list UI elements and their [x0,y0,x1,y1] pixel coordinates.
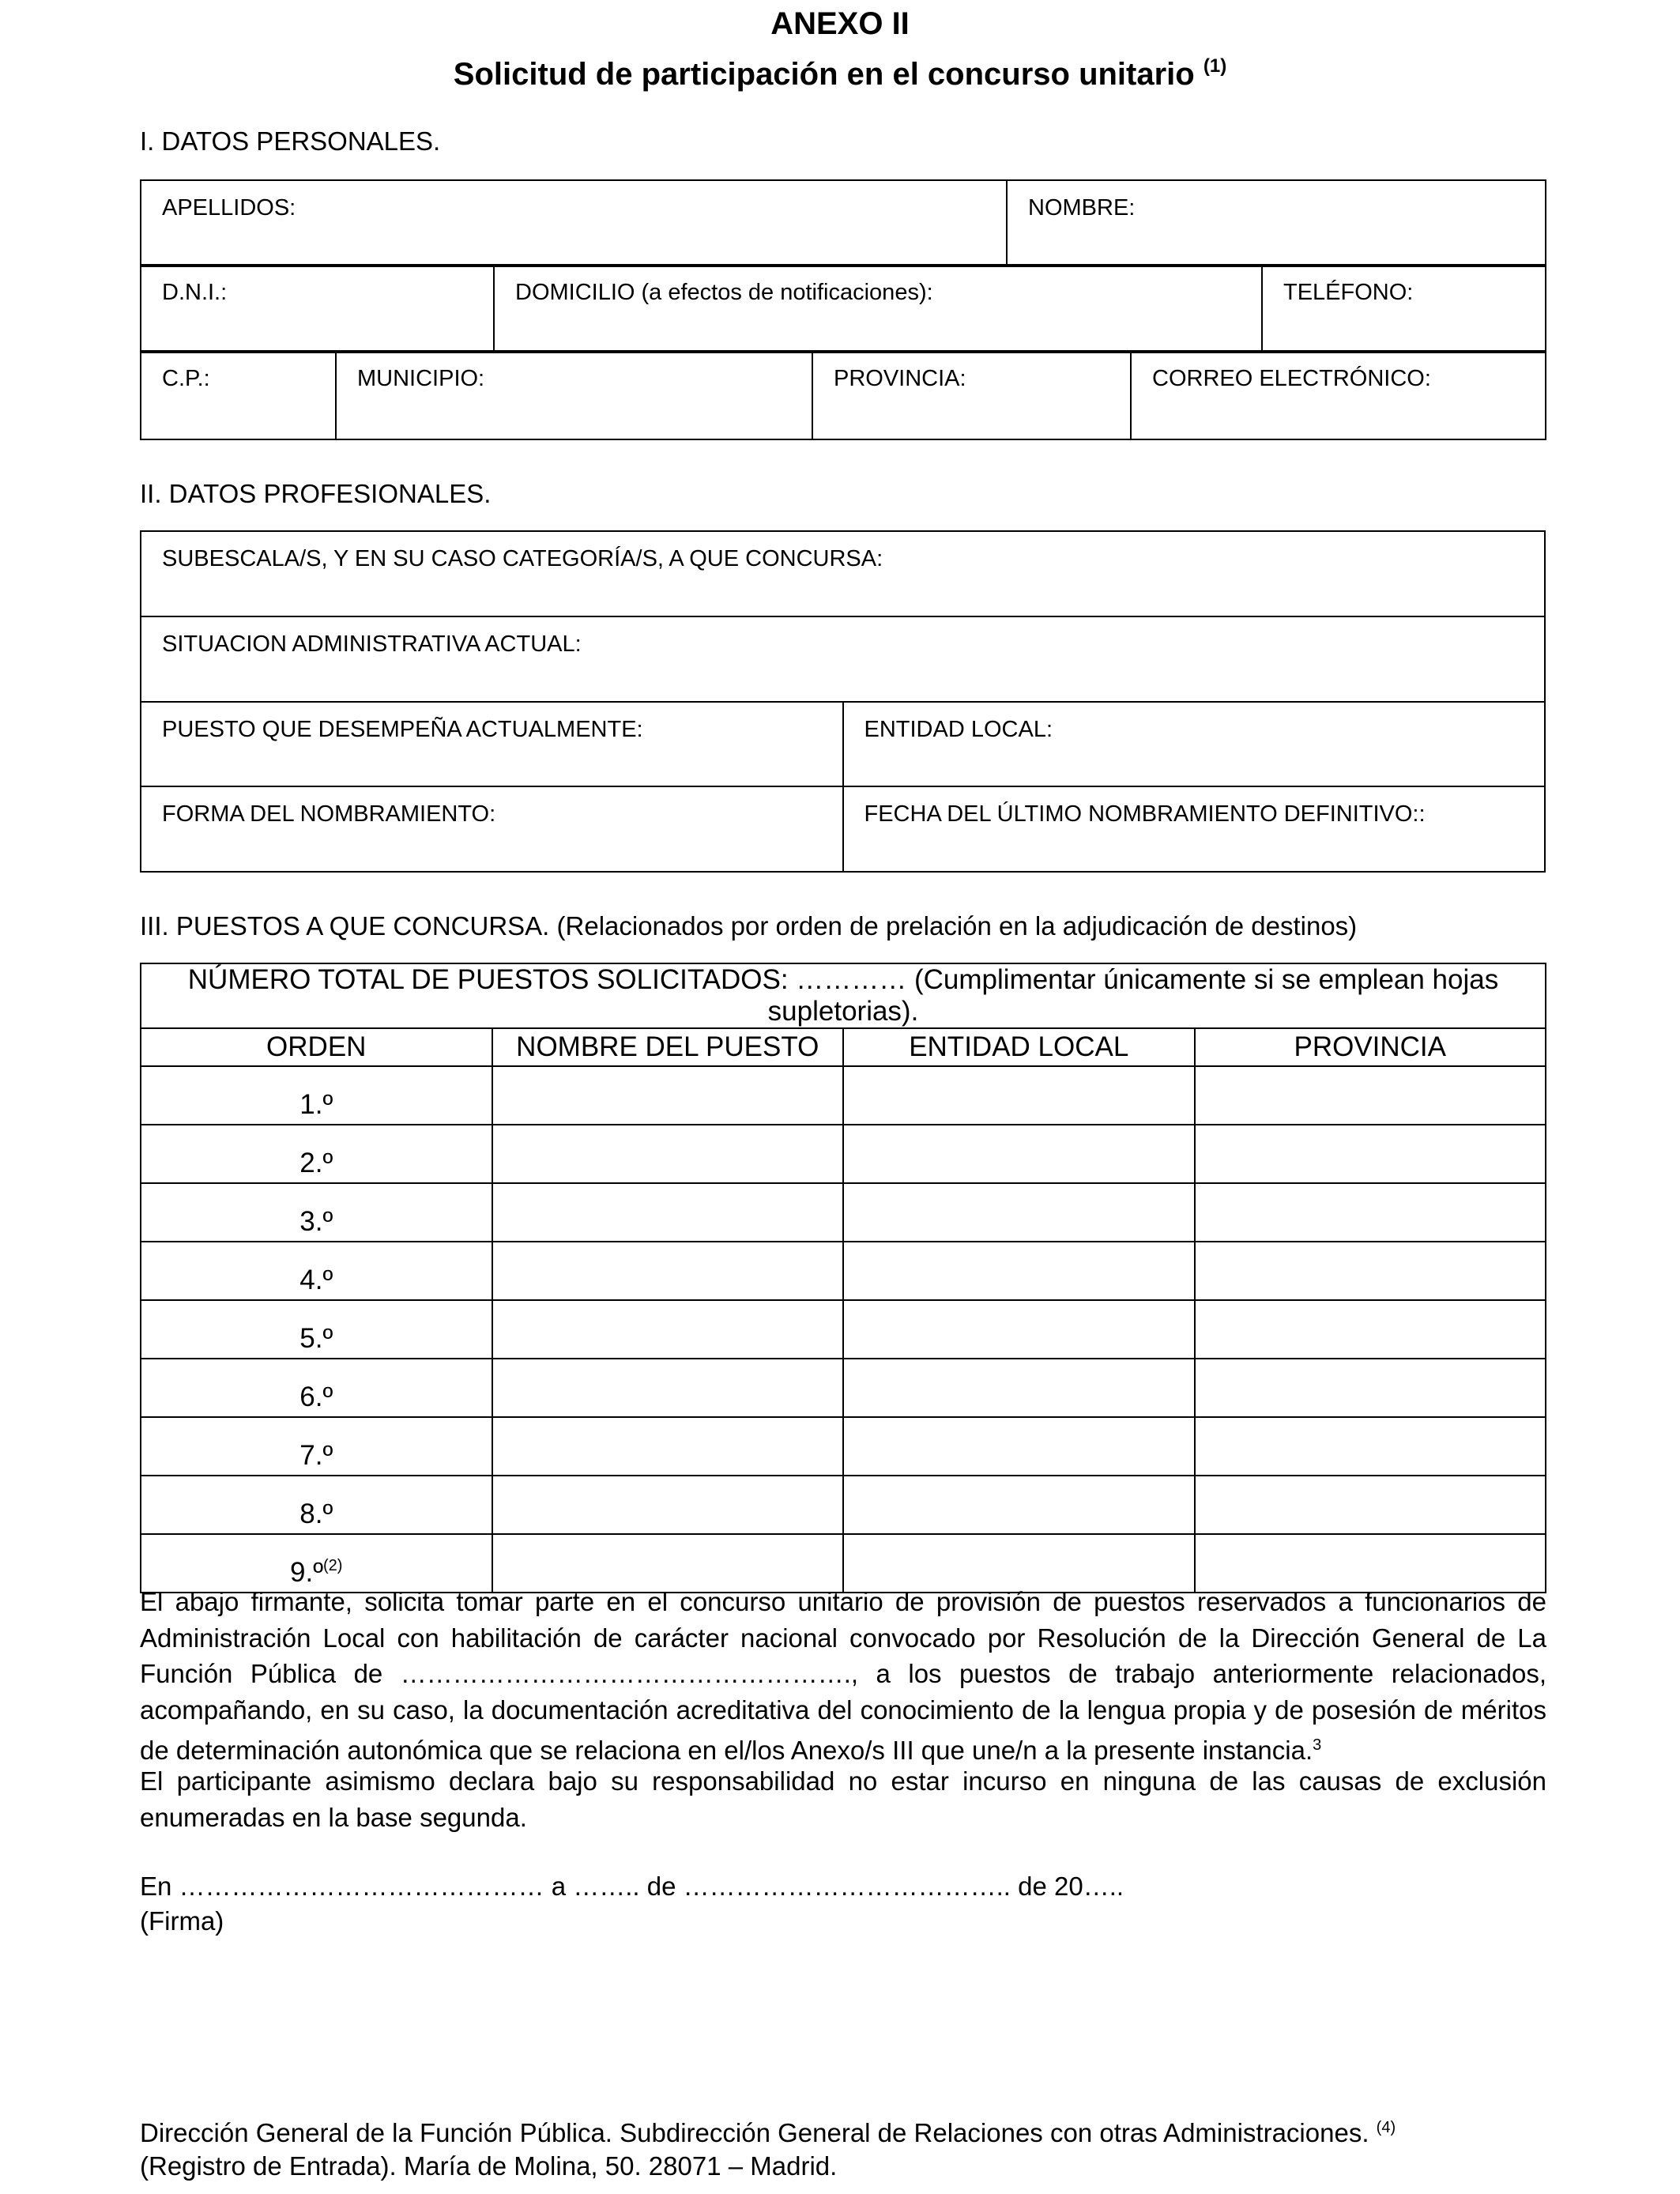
table-row [141,1417,1546,1476]
nombre-puesto-cell[interactable] [492,1359,844,1417]
column-header-provincia: PROVINCIA [1195,1028,1546,1066]
section-professional-heading: II. DATOS PROFESIONALES. [140,479,492,508]
puesto-actual-field[interactable] [141,702,843,786]
table-row [141,1183,1546,1242]
table-row [141,1242,1546,1300]
provincia-cell[interactable] [1195,1359,1546,1417]
provincia-cell[interactable] [1195,1476,1546,1534]
orden-cell: 7.º [141,1417,492,1476]
orden-cell: 5.º [141,1300,492,1359]
orden-cell: 1.º [141,1066,492,1125]
row-footnote-ref: (2) [323,1557,343,1574]
nombre-puesto-cell[interactable] [492,1300,844,1359]
nombre-puesto-cell[interactable] [492,1125,844,1183]
municipio-field[interactable] [336,351,812,439]
personal-data-table [140,179,1546,267]
forma-nombramiento-label: FORMA DEL NOMBRAMIENTO: [162,801,496,827]
table-row [141,1359,1546,1417]
orden-cell: 8.º [141,1476,492,1534]
cp-field[interactable] [141,351,336,439]
declaration-text: El abajo firmante, solicita tomar parte en el concurso unitario de provisión de puestos reservados a funcionarios de Administración Local con habilitación de carácter nacional convocado por Resolución de la Dirección General de La Función Pública de ……………………………………………., a los puestos de trabajo anteriormente relacionados, acompañando, en su caso, la documentación acreditativa del conocimiento de la lengua propia y de posesión de méritos de determinación autonómica que se relaciona en el/los Anexo/s III que une/n a la presente instancia. [140,1587,1546,1765]
provincia-cell[interactable] [1195,1183,1546,1242]
column-header-orden: ORDEN [141,1028,492,1066]
table-row [141,1476,1546,1534]
footer-address-line1 [140,2118,1396,2148]
situacion-label: SITUACION ADMINISTRATIVA ACTUAL: [162,631,582,657]
table-row [141,1300,1546,1359]
form-title-text: Solicitud de participación en el concurso unitario [453,57,1195,92]
entidad-local-cell[interactable] [843,1242,1195,1300]
entidad-local-field[interactable] [843,702,1546,786]
entidad-local-cell[interactable] [843,1300,1195,1359]
personal-data-table-row2 [140,264,1546,353]
entidad-local-cell[interactable] [843,1359,1195,1417]
orden-cell: 3.º [141,1183,492,1242]
signature-label: (Firma) [140,1906,224,1936]
provincia-cell[interactable] [1195,1242,1546,1300]
orden-cell: 2.º [141,1125,492,1183]
footer-footnote-ref: (4) [1376,2119,1396,2136]
provincia-cell[interactable] [1195,1125,1546,1183]
provincia-label: PROVINCIA: [834,366,966,391]
subescala-field[interactable] [141,531,1545,616]
domicilio-field[interactable] [494,265,1262,352]
column-header-entidad-local: ENTIDAD LOCAL [843,1028,1195,1066]
entidad-local-cell[interactable] [843,1125,1195,1183]
section-personal-heading: I. DATOS PERSONALES. [140,126,441,156]
nombre-puesto-cell[interactable] [492,1476,844,1534]
place-date-line[interactable]: En …………………………………… a …….. de ……………………………….. de 20….. [140,1872,1124,1901]
footer-address-line2: (Registro de Entrada). María de Molina, 50. 28071 – Madrid. [140,2151,838,2181]
provincia-cell[interactable] [1195,1066,1546,1125]
provincia-cell[interactable] [1195,1417,1546,1476]
telefono-field[interactable] [1262,265,1546,352]
situacion-field[interactable] [141,616,1545,702]
dni-field[interactable] [141,265,494,352]
nombre-field[interactable] [1007,180,1546,266]
subescala-label: SUBESCALA/S, Y EN SU CASO CATEGORÍA/S, A QUE CONCURSA: [162,546,883,571]
provincia-cell[interactable] [1195,1300,1546,1359]
personal-data-table-row3 [140,350,1546,440]
declaration-footnote-ref: 3 [1313,1736,1322,1754]
correo-field[interactable] [1131,351,1546,439]
entidad-local-label: ENTIDAD LOCAL: [864,717,1053,742]
provincia-field[interactable] [812,351,1131,439]
section-puestos-heading: III. PUESTOS A QUE CONCURSA. (Relacionados por orden de prelación en la adjudicación de destinos) [140,911,1358,941]
apellidos-label: APELLIDOS: [162,195,296,221]
fecha-nombramiento-field[interactable] [843,786,1546,872]
cp-label: C.P.: [162,366,210,391]
municipio-label: MUNICIPIO: [357,366,485,391]
nombre-puesto-cell[interactable] [492,1417,844,1476]
fecha-nombramiento-label: FECHA DEL ÚLTIMO NOMBRAMIENTO DEFINITIVO:: [864,801,1426,827]
form-title [0,57,1680,92]
entidad-local-cell[interactable] [843,1183,1195,1242]
orden-cell: 6.º [141,1359,492,1417]
entidad-local-cell[interactable] [843,1476,1195,1534]
total-puestos-text: NÚMERO TOTAL DE PUESTOS SOLICITADOS: ………… (Cumplimentar únicamente si se emplean hojas supletorias). [187,964,1499,1027]
nombre-puesto-cell[interactable] [492,1242,844,1300]
column-header-nombre-puesto: NOMBRE DEL PUESTO [492,1028,844,1066]
puestos-table [140,963,1546,1593]
table-row [141,1066,1546,1125]
apellidos-field[interactable] [141,180,1007,266]
annex-title: ANEXO II [770,6,910,41]
title-footnote-ref: (1) [1203,55,1227,77]
puesto-actual-label: PUESTO QUE DESEMPEÑA ACTUALMENTE: [162,717,643,742]
nombre-puesto-cell[interactable] [492,1066,844,1125]
nombre-puesto-cell[interactable] [492,1183,844,1242]
correo-label: CORREO ELECTRÓNICO: [1152,366,1431,391]
orden-label: 9.º [290,1557,324,1588]
footer-line1-text: Dirección General de la Función Pública. Subdirección General de Relaciones con otras Administraciones. [140,2118,1369,2147]
entidad-local-cell[interactable] [843,1417,1195,1476]
responsibility-paragraph: El participante asimismo declara bajo su responsabilidad no estar incurso en ninguna de las causas de exclusión enumeradas en la base segunda. [140,1766,1546,1832]
nombre-label: NOMBRE: [1028,195,1136,221]
forma-nombramiento-field[interactable] [141,786,843,872]
orden-cell: 4.º [141,1242,492,1300]
professional-data-table [140,530,1546,873]
total-puestos-row[interactable] [141,963,1546,1028]
entidad-local-cell[interactable] [843,1066,1195,1125]
telefono-label: TELÉFONO: [1283,280,1414,305]
dni-label: D.N.I.: [162,280,228,305]
declaration-paragraph [140,1584,1546,1769]
domicilio-label: DOMICILIO (a efectos de notificaciones): [515,280,933,305]
table-row [141,1125,1546,1183]
